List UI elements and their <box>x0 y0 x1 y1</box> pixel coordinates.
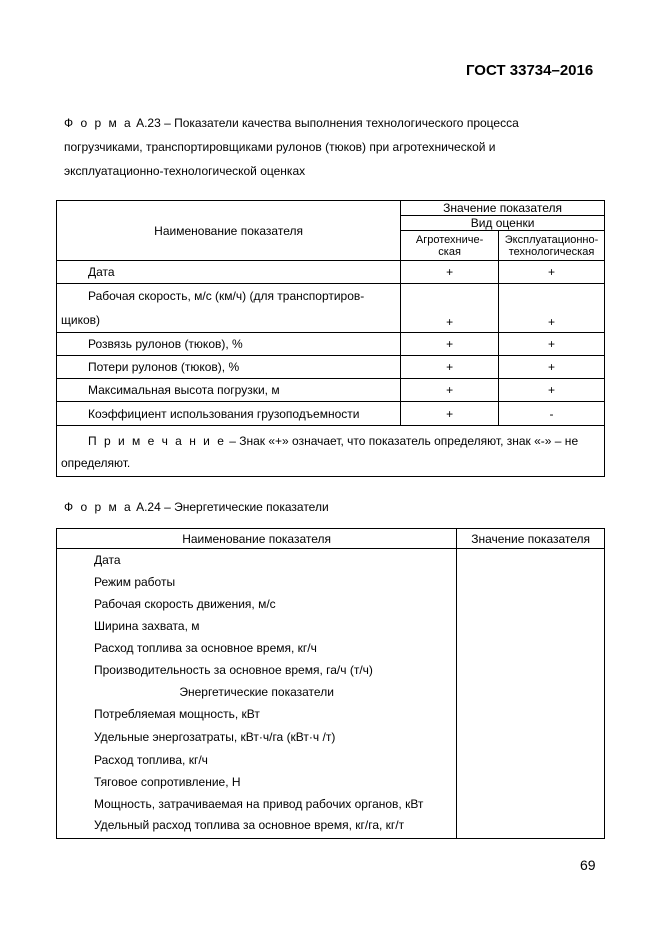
table-row <box>57 793 605 815</box>
row-name: Мощность, затрачиваемая на привод рабочих органов, кВт <box>57 793 457 815</box>
header-operational: Эксплуатационно- технологическая <box>499 231 605 261</box>
table-row <box>57 284 605 333</box>
row-name: Коэффициент использования грузоподъемности <box>57 402 401 426</box>
row-expl-value: - <box>499 402 605 426</box>
row-name: Потери рулонов (тюков), % <box>57 356 401 379</box>
header-agrotechnical: Агротехниче- ская <box>401 231 499 261</box>
row-name: Розвязь рулонов (тюков), % <box>57 333 401 356</box>
table-row <box>57 615 605 637</box>
table-row <box>57 815 605 839</box>
row-name: Потребляемая мощность, кВт <box>57 703 457 725</box>
form-a24-caption <box>64 500 329 514</box>
header-indicator-value: Значение показателя <box>401 201 605 216</box>
row-name: Дата <box>57 549 457 571</box>
row-agro-value: + <box>401 402 499 426</box>
row-expl-value: + <box>499 379 605 402</box>
row-agro-value: + <box>401 333 499 356</box>
header-indicator-name: Наименование показателя <box>57 201 401 261</box>
form-number: А.23 <box>136 116 161 130</box>
row-value <box>457 571 605 593</box>
row-value <box>457 637 605 659</box>
row-value <box>457 771 605 793</box>
row-name: Режим работы <box>57 571 457 593</box>
row-agro-value: + <box>401 356 499 379</box>
row-name: Удельные энергозатраты, кВт·ч/га (кВт·ч /т) <box>57 725 457 749</box>
row-name: Ширина захвата, м <box>57 615 457 637</box>
row-name: Тяговое сопротивление, Н <box>57 771 457 793</box>
row-name: Расход топлива за основное время, кг/ч <box>57 637 457 659</box>
form-a23-table <box>56 200 605 477</box>
form-a23-caption <box>64 111 584 183</box>
header-indicator-name: Наименование показателя <box>57 529 457 549</box>
form-a24-table <box>56 528 605 839</box>
table-row <box>57 379 605 402</box>
row-agro-value: + <box>401 284 499 333</box>
table-row <box>57 749 605 771</box>
table-row <box>57 593 605 615</box>
row-value <box>457 659 605 681</box>
table-row <box>57 549 605 571</box>
standard-number: ГОСТ 33734–2016 <box>466 62 594 79</box>
row-value <box>457 593 605 615</box>
table-row <box>57 637 605 659</box>
row-value <box>457 793 605 815</box>
table-row <box>57 356 605 379</box>
page-number: 69 <box>580 857 596 873</box>
row-value <box>457 703 605 725</box>
row-name: Рабочая скорость движения, м/с <box>57 593 457 615</box>
row-name: Производительность за основное время, га/ч (т/ч) <box>57 659 457 681</box>
form-label: Ф о р м а <box>64 500 133 514</box>
table-row <box>57 771 605 793</box>
row-agro-value: + <box>401 261 499 284</box>
row-name: Максимальная высота погрузки, м <box>57 379 401 402</box>
row-value <box>457 615 605 637</box>
form-title: – Показатели качества выполнения технологического процесса погрузчиками, транспортировщиками рулонов (тюков) при агротехнической и эксплуатационно-технологической оценках <box>64 116 519 178</box>
row-expl-value: + <box>499 261 605 284</box>
row-expl-value: + <box>499 284 605 333</box>
table-row <box>57 659 605 681</box>
section-heading: Энергетические показатели <box>57 681 457 703</box>
row-name: Дата <box>57 261 401 284</box>
header-assessment-kind: Вид оценки <box>401 216 605 231</box>
row-name: Расход топлива, кг/ч <box>57 749 457 771</box>
row-name: Удельный расход топлива за основное время, кг/га, кг/т <box>57 815 457 839</box>
table-row <box>57 571 605 593</box>
form-title: – Энергетические показатели <box>160 500 329 514</box>
table-row <box>57 333 605 356</box>
note-text: – Знак «+» означает, что показатель определяют, знак «-» – не определяют. <box>61 434 579 470</box>
form-number: А.24 <box>136 500 161 514</box>
row-agro-value: + <box>401 379 499 402</box>
header-indicator-value: Значение показателя <box>457 529 605 549</box>
note-label: П р и м е ч а н и е <box>88 434 226 448</box>
form-label: Ф о р м а <box>64 116 133 130</box>
row-value <box>457 549 605 571</box>
row-expl-value: + <box>499 333 605 356</box>
row-name: Рабочая скорость, м/с (км/ч) (для транспортиров- щиков) <box>57 284 401 333</box>
table-note <box>57 426 605 477</box>
row-value <box>457 749 605 771</box>
row-value <box>457 725 605 749</box>
table-row <box>57 703 605 725</box>
table-row <box>57 402 605 426</box>
row-value <box>457 681 605 703</box>
row-expl-value: + <box>499 356 605 379</box>
table-row <box>57 261 605 284</box>
row-value <box>457 815 605 839</box>
table-row <box>57 725 605 749</box>
